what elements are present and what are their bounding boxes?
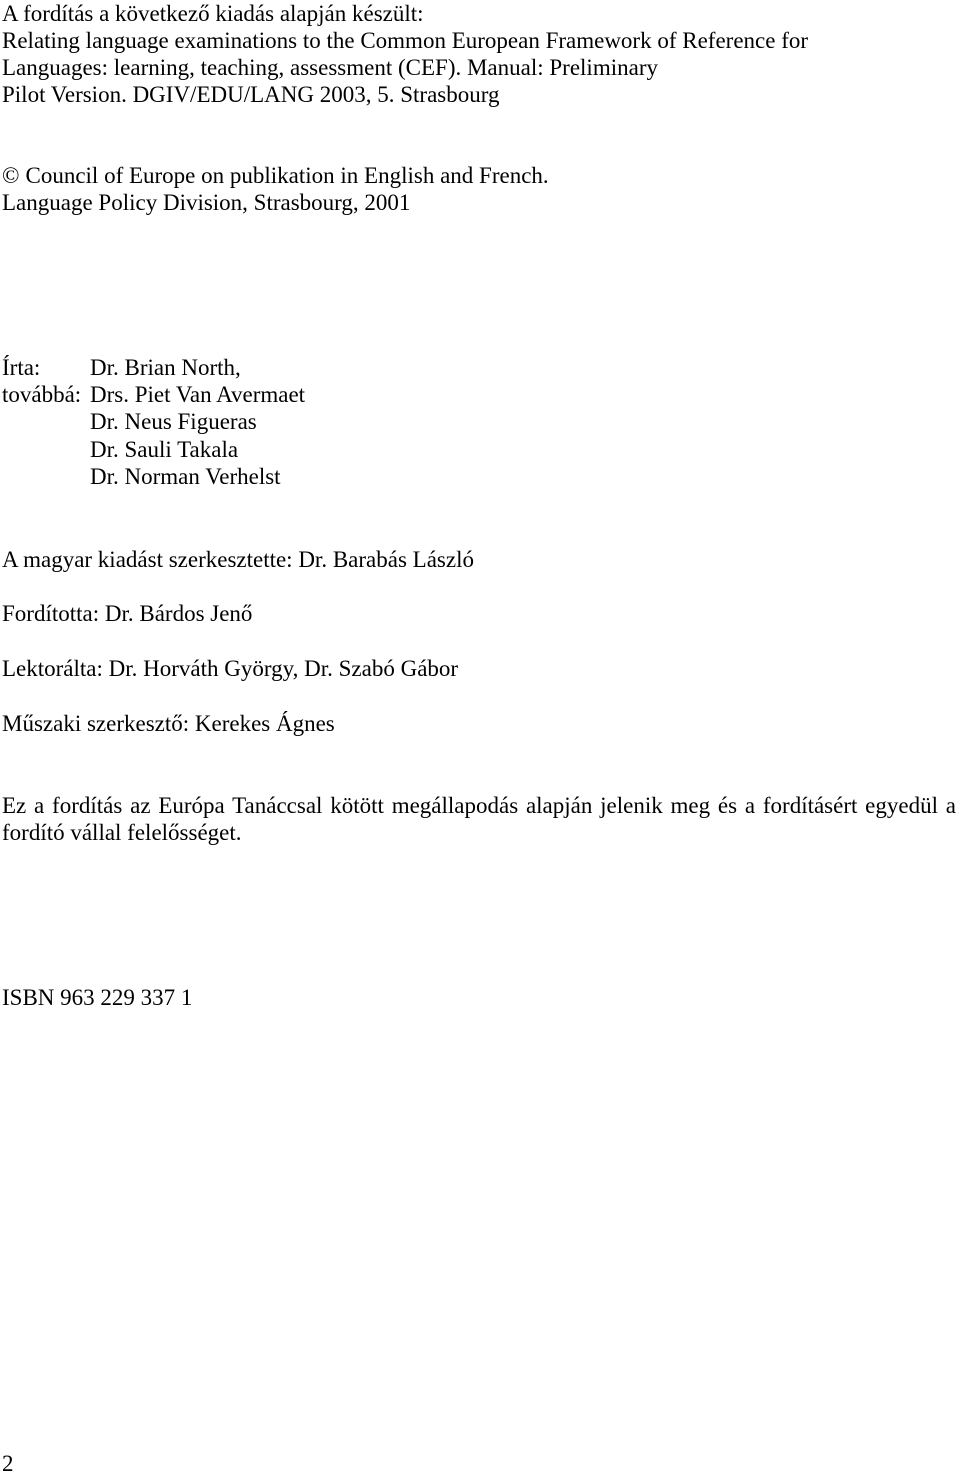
copyright-line xyxy=(2,162,549,189)
author-name: Dr. Neus Figueras xyxy=(90,409,257,434)
page-number: 2 xyxy=(2,1451,14,1476)
author-name: Dr. Norman Verhelst xyxy=(90,464,281,489)
author-name: Drs. Piet Van Avermaet xyxy=(90,382,306,407)
source-line: A fordítás a következő kiadás alapján készült: xyxy=(2,1,424,26)
author-name: Dr. Sauli Takala xyxy=(90,437,239,462)
source-line: Pilot Version. DGIV/EDU/LANG 2003, 5. Strasbourg xyxy=(2,82,500,107)
disclaimer-paragraph: Ez a fordítás az Európa Tanáccsal kötött megállapodás alapján jelenik meg és a fordításért egyedül a fordító vállal felelősséget. xyxy=(2,793,956,845)
source-line: Languages: learning, teaching, assessment (CEF). Manual: Preliminary xyxy=(2,55,658,80)
copyright-text: Council of Europe on publikation in English and French. xyxy=(25,163,549,188)
isbn: ISBN 963 229 337 1 xyxy=(2,985,193,1010)
source-line: Relating language examinations to the Common European Framework of Reference for xyxy=(2,28,809,53)
translator-credit: Fordította: Dr. Bárdos Jenő xyxy=(2,601,253,626)
author-name: Dr. Brian North, xyxy=(90,355,241,380)
written-by-label: Írta: xyxy=(2,355,41,380)
editor-credit: A magyar kiadást szerkesztette: Dr. Barabás László xyxy=(2,547,474,572)
proofreaders-credit: Lektorálta: Dr. Horváth György, Dr. Szabó Gábor xyxy=(2,656,459,681)
copyright-icon: © xyxy=(2,163,20,188)
further-authors-label: továbbá: xyxy=(2,382,82,407)
technical-editor-credit: Műszaki szerkesztő: Kerekes Ágnes xyxy=(2,711,335,736)
copyright-division: Language Policy Division, Strasbourg, 2001 xyxy=(2,190,411,215)
